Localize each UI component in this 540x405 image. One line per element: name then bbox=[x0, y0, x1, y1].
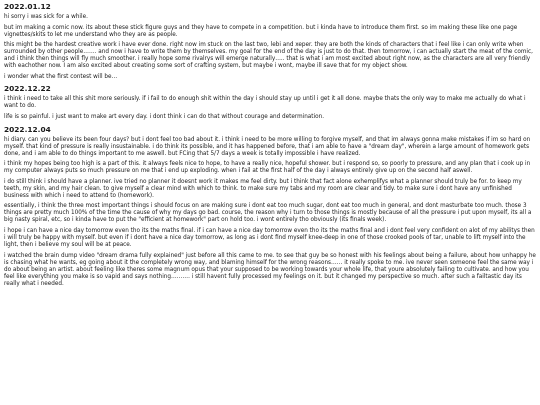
entry-date: 2022.01.12 bbox=[4, 2, 51, 11]
entry-paragraph: i think i need to take all this shit more seriously. if i fail to do enough shit within the day i should stay up until i get it all done. maybe thats the only way to make me actually do what i want to do. bbox=[4, 96, 526, 110]
entry-paragraph: i think my hopes being too high is a part of this. it always feels nice to hope, to have a really nice, hopeful shower. but i respond so, so poorly to pressure, and any plan that i cook up in my computer always puts so much pressure on me that i end up exploding. when i fail at the first half of the day i always entirely give up on the second half aswell. bbox=[4, 161, 531, 175]
entry-date: 2022.12.04 bbox=[4, 124, 51, 134]
entry-paragraph: essentially, i think the three most important things i should focus on are making sure i dont eat too much sugar, dont eat too much in general, and dont masturbate too much. those 3 things are pretty much 100% of the time the cause of why my days go bad. course, the reason why i turn to those things is mostly because of all the pressure i put upon myself, its all a big nasty spiral, etc, so i kinda have to put the "efficient at homework" part on hold too. i wont entirely tho obviously (its finals week). bbox=[4, 203, 532, 224]
entry-paragraph: this might be the hardest creative work i have ever done. right now im stuck on the last two, lebi and xeper. they are both the kinds of characters that i feel like i can only write when surrounded by other people……. and now i have to write them by themselves. my goal for the end of the day is just to do that. then tomorrow, i can actually start the meat of the comic, and i think then things will fly much smoother. i really hope some rivalrys will emerge naturally….. that is what i am most excited about right now, as the characters are all very friendly with eachother now. I am also excited about creating some sort of crafting system, but maybe i wont, maybe ill save that for my object show. bbox=[4, 42, 533, 70]
diary-entry bbox=[4, 2, 536, 81]
diary-entry bbox=[4, 125, 536, 288]
entry-paragraph: i do still think i should have a planner. ive tried no planner it doesnt work it makes me feel dirty. but i think that fact alone exhemplifys what a planner should truly be for. to keep my teeth, my skin, and my hair clean. to give myself a clear mind with which to think. to make sure my tabs and my room are clear and tidy. to make sure i dont have any unfinished business with which i need to attend to (homework). bbox=[4, 178, 522, 199]
entry-paragraph: but im making a comic now. its about these stick figure guys and they have to compete in a competition. but i kinda have to introduce them first. so im making these like one page vignettes/skits to let me understand who they are as people. bbox=[4, 24, 518, 38]
entry-paragraph: i wonder what the first contest will be… bbox=[4, 73, 118, 80]
entry-paragraph: life is so painful. i just want to make art every day. i dont think i can do that without courage and determination. bbox=[4, 113, 324, 120]
entry-paragraph: i hope i can have a nice day tomorrow even tho its the maths final. if i can have a nice day tomorrow even tho its the maths final and i dont feel very confident on alot of my abilitys then i will truly be happy with myself. but even if i dont have a nice day tomorrow, as long as i dont find myself knee-deep in one of those crooked pools of tar, unable to lift myself into the light, then i believe my soul will be at peace. bbox=[4, 228, 535, 249]
diary-entry bbox=[4, 84, 536, 121]
entry-paragraph: hi diary. can you believe its been four days? but i dont feel too bad about it. i think i need to be more willing to forgive myself, and that im always gonna make mistakes if im so hard on myself. that kind of pressure is really insustainable. i do think its possible, and it has happened before, that i am able to have a "dream day", wherein a large amount of homework gets done, and i am able to do things important to me aswell. but FCing that 5/7 days a week is totally impossible i have realized. bbox=[4, 136, 531, 157]
entry-paragraph: i watched the brain dump video "dream drama fully explained" just before all this came to me. to see that guy be so honest with his feelings about being a failure, about how unhappy he is chasing what he wants, eg going about it the completely wrong way, and blaming himself for the wrong reasons…… it really spoke to me. ive never seen someone feel the same way i do about being an artist. about feeling like theres some magnum opus that your supposed to be working towards your whole life, that youre absolutely failing to cultivate. and how you feel like everything you make is so vapid and says nothing………. i still havent fully processed my feelings on it. but it changed my perspective so much. after such a failtastic day its really what i needed. bbox=[4, 252, 536, 287]
entry-date: 2022.12.22 bbox=[4, 84, 51, 94]
entry-paragraph: hi sorry i was sick for a while. bbox=[4, 14, 88, 20]
